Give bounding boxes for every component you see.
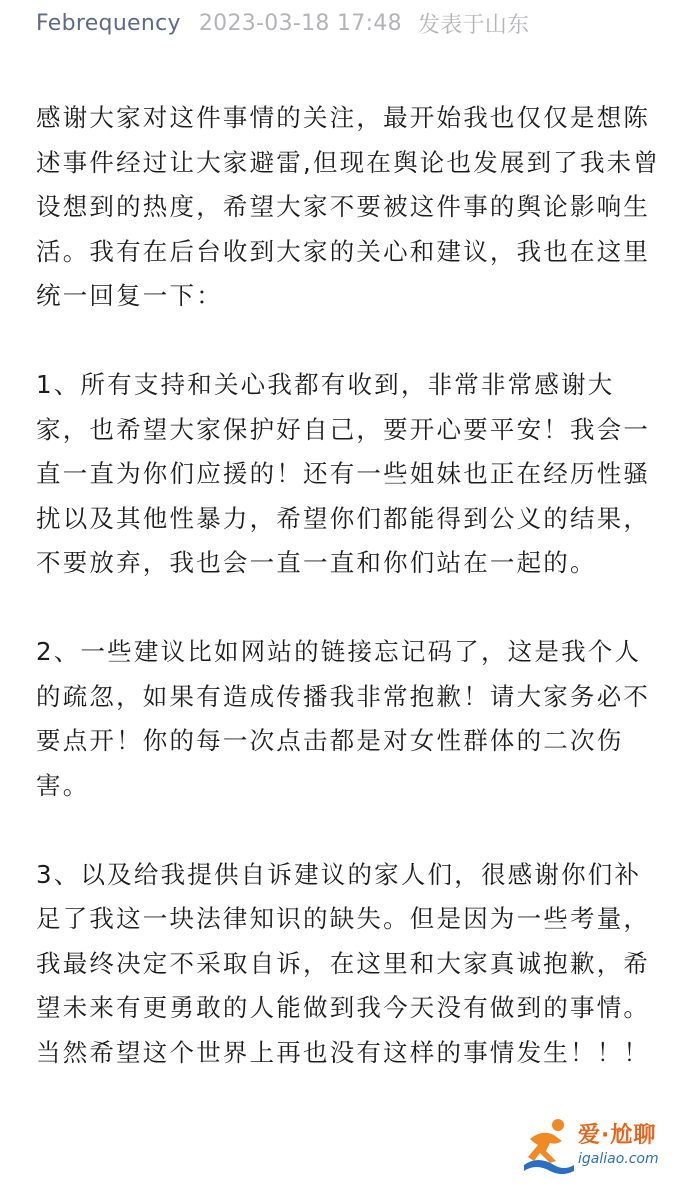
article-paragraph: 1、所有支持和关心我都有收到，非常非常感谢大家，也希望大家保护好自己，要开心要平安！我会一直一直为你们应援的！还有一些姐妹也正在经历性骚扰以及其他性暴力，希望你们都能得到公义的结果，不要放弃，我也会一直一直和你们站在一起的。	[36, 370, 651, 577]
running-figure-logo-icon	[520, 1115, 576, 1175]
article-paragraph: 2、一些建议比如网站的链接忘记码了，这是我个人的疏忽，如果有造成传播我非常抱歉！请大家务必不要点开！你的每一次点击都是对女性群体的二次伤害。	[36, 637, 651, 800]
author-name[interactable]: Febrequency	[36, 10, 181, 36]
watermark-text	[578, 1122, 659, 1168]
post-location: 发表于山东	[417, 12, 530, 38]
site-watermark	[520, 1110, 678, 1180]
post-header	[36, 6, 529, 40]
article-paragraph: 感谢大家对这件事情的关注，最开始我也仅仅是想陈述事件经过让大家避雷,但现在舆论也发展到了我未曾设想到的热度，希望大家不要被这件事的舆论影响生活。我有在后台收到大家的关心和建议，我也在这里统一回复一下：	[36, 103, 661, 310]
post-datetime: 2023-03-18 17:48	[198, 10, 402, 36]
watermark-brand: 爱·尬聊	[578, 1123, 657, 1148]
article-body	[36, 96, 666, 1075]
watermark-url: igaliao.com	[578, 1151, 659, 1167]
article-paragraph: 3、以及给我提供自诉建议的家人们，很感谢你们补足了我这一块法律知识的缺失。但是因为一些考量，我最终决定不采取自诉，在这里和大家真诚抱歉，希望未来有更勇敢的人能做到我今天没有做到的事情。当然希望这个世界上再也没有这样的事情发生！！！	[36, 859, 651, 1067]
